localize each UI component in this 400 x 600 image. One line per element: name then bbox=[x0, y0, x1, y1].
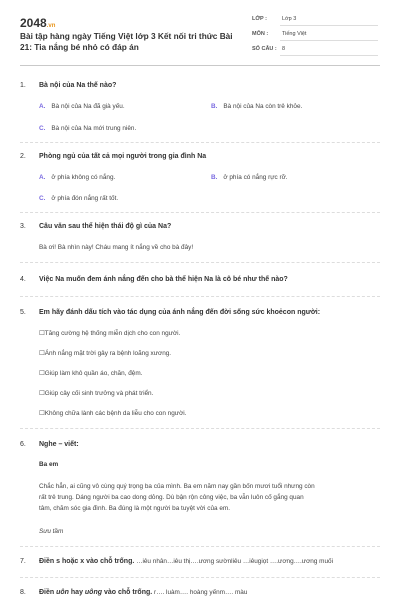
q2-option-b[interactable]: B. ở phía có nắng rực rỡ. bbox=[211, 174, 288, 181]
q3-quote: Bà ơi! Bà nhìn này! Cháu mang ít nắng về cho bà đây! bbox=[39, 244, 194, 251]
question-2: 2. Phòng ngủ của tất cả mọi người trong gia đình Na bbox=[20, 153, 207, 160]
q2-option-c[interactable]: C. ở phía đón nắng rất tốt. bbox=[39, 195, 119, 202]
question-5: 5. Em hãy đánh dấu tích vào tác dụng của ánh nắng đến đời sống sức khoẻcon người: bbox=[20, 309, 321, 316]
q6-source: Sưu tầm bbox=[39, 528, 64, 535]
q6-subtitle: Ba em bbox=[39, 461, 59, 468]
q5-checkbox-item[interactable]: ☐Không chữa lành các bệnh da liễu cho con người. bbox=[39, 410, 187, 417]
question-6: 6. Nghe – viết: bbox=[20, 441, 79, 448]
q1-option-a[interactable]: A. Bà nội của Na đã già yếu. bbox=[39, 103, 125, 110]
logo: 2048.vn bbox=[20, 16, 56, 30]
header: 2048.vn Bài tập hàng ngày Tiếng Việt lớp 3 Kết nối tri thức Bài 21: Tia nắng bé nhỏ có đáp án LỚP : Lớp 3 MÔN : Tiếng Việt SỐ CÂU : 8 bbox=[0, 0, 400, 64]
q5-checkbox-item[interactable]: ☐Tăng cường hệ thống miễn dịch cho con người. bbox=[39, 330, 181, 337]
question-8: 8. Điền uôn hay uông vào chỗ trống. r…. luàm…. hoàng yếnm…. màu bbox=[20, 589, 248, 596]
q1-option-b[interactable]: B. Bà nội của Na còn trẻ khỏe. bbox=[211, 103, 303, 110]
worksheet-title: Bài tập hàng ngày Tiếng Việt lớp 3 Kết nối tri thức Bài 21: Tia nắng bé nhỏ có đáp án bbox=[20, 31, 233, 52]
question-3: 3. Câu văn sau thể hiện thái độ gì của Na? bbox=[20, 223, 172, 230]
q1-option-c[interactable]: C. Bà nội của Na mới trung niên. bbox=[39, 125, 137, 132]
q6-passage: Chắc hẳn, ai cũng vô cùng quý trọng ba của mình. Ba em năm nay gần bốn mươi tuổi nhưng còn rất trẻ trung. Dáng người ba cao dong dỏng. Dù bận rộn công việc, ba vẫn luôn cố gắng quan tâm, chăm sóc gia đình. Ba đúng là một người ba tuyệt vời của em. bbox=[39, 483, 315, 512]
q5-checkbox-item[interactable]: ☐Ánh nắng mặt trời gây ra bệnh loãng xương. bbox=[39, 350, 172, 357]
header-divider bbox=[20, 65, 380, 66]
q5-checkbox-item[interactable]: ☐Giúp cây cối sinh trưởng và phát triển. bbox=[39, 390, 154, 397]
q2-option-a[interactable]: A. ở phía không có nắng. bbox=[39, 174, 116, 181]
question-4: 4. Việc Na muốn đem ánh nắng đến cho bà thể hiện Na là cô bé như thế nào? bbox=[20, 276, 288, 283]
q5-checkbox-item[interactable]: ☐Giúp làm khô quần áo, chăn, đệm. bbox=[39, 370, 143, 377]
question-1: 1. Bà nội của Na thế nào? bbox=[20, 82, 117, 89]
question-7: 7. Điền s hoặc x vào chỗ trống. …iêu nhân…iêu thị….ương sườnliêu …iêugiọt ….ương….ương muối bbox=[20, 558, 333, 565]
